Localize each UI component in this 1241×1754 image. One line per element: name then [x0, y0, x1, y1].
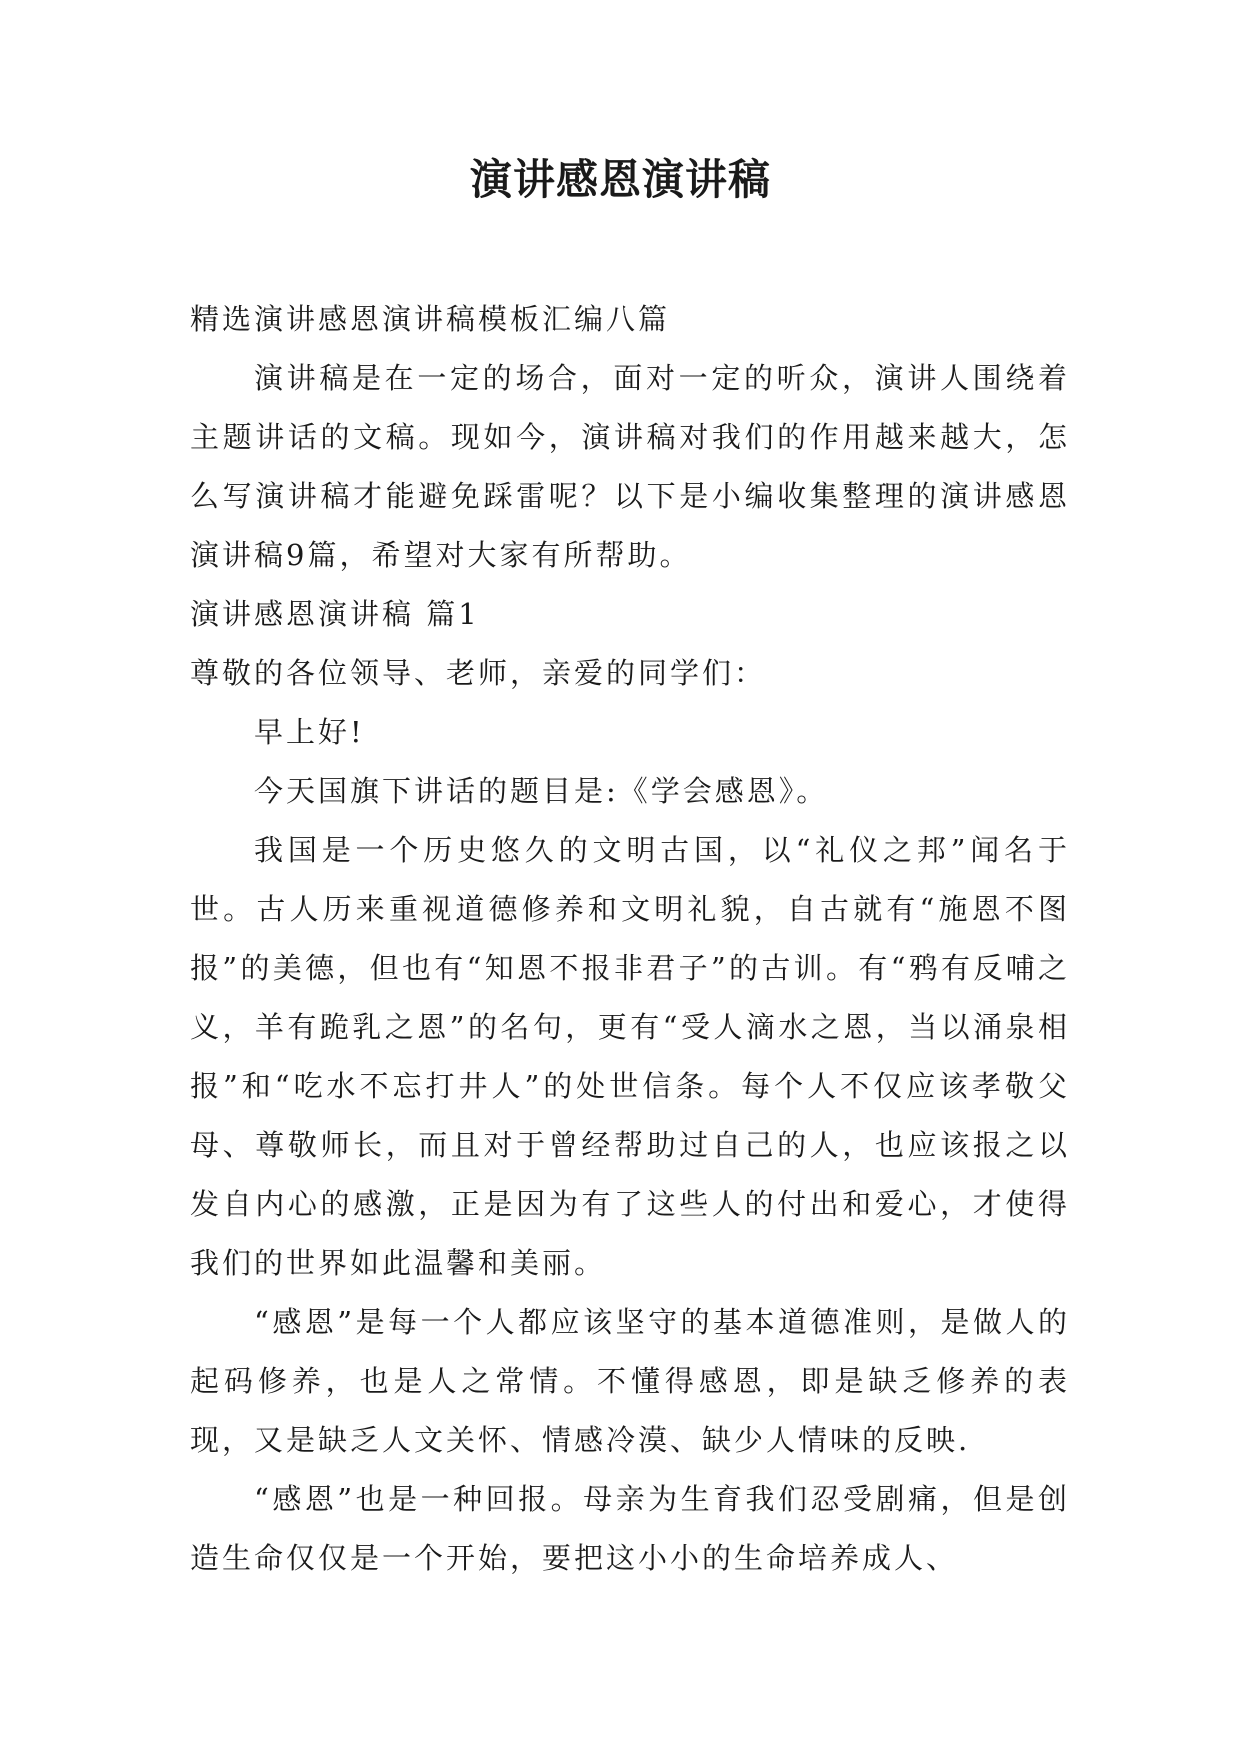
document-title: 演讲感恩演讲稿 [469, 155, 771, 204]
greeting: 早上好! [254, 715, 365, 749]
body-paragraph: “感恩”是每一个人都应该坚守的基本道德准则，是做人的起码修养，也是人之常情。不懂得感恩，即是缺乏修养的表现，又是缺乏人文关怀、情感冷漠、缺少人情味的反映. [190, 1305, 1070, 1457]
section-heading: 演讲感恩演讲稿 篇1 [190, 597, 480, 631]
document-body [190, 290, 1070, 1588]
subtitle-line: 精选演讲感恩演讲稿模板汇编八篇 [190, 302, 671, 336]
intro-paragraph: 演讲稿是在一定的场合，面对一定的听众，演讲人围绕着主题讲话的文稿。现如今，演讲稿对我们的作用越来越大，怎么写演讲稿才能避免踩雷呢？以下是小编收集整理的演讲感恩演讲稿9篇，希望对大家有所帮助。 [190, 361, 1070, 572]
topic-line: 今天国旗下讲话的题目是:《学会感恩》。 [254, 774, 829, 808]
salutation: 尊敬的各位领导、老师，亲爱的同学们： [190, 656, 767, 690]
body-paragraph: “感恩”也是一种回报。母亲为生育我们忍受剧痛，但是创造生命仅仅是一个开始，要把这小小的生命培养成人、 [190, 1482, 1070, 1575]
body-paragraph: 我国是一个历史悠久的文明古国，以“礼仪之邦”闻名于世。古人历来重视道德修养和文明礼貌，自古就有“施恩不图报”的美德，但也有“知恩不报非君子”的古训。有“鸦有反哺之义，羊有跪乳之恩”的名句，更有“受人滴水之恩，当以涌泉相报”和“吃水不忘打井人”的处世信条。每个人不仅应该孝敬父母、尊敬师长，而且对于曾经帮助过自己的人，也应该报之以发自内心的感激，正是因为有了这些人的付出和爱心，才使得我们的世界如此温馨和美丽。 [190, 833, 1070, 1280]
